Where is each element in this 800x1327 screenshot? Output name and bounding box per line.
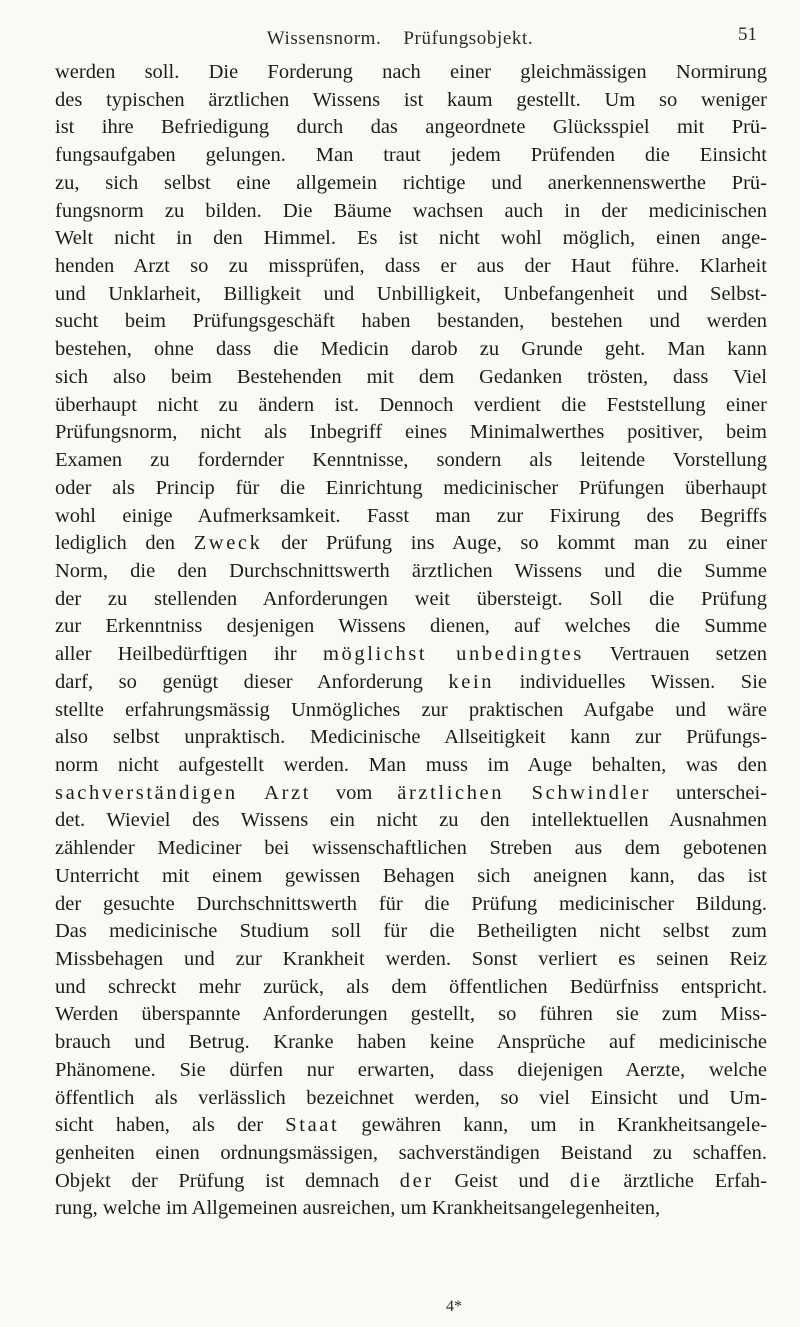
running-head-right: Prüfungsobjekt.	[403, 28, 534, 49]
spaced-emphasis: kein	[448, 670, 495, 693]
text-line: Examen zu fordernder Kenntnisse, sondern als leitende Vorstellung	[55, 449, 767, 472]
text-line: bestehen, ohne dass die Medicin darob zu Grunde geht. Man kann	[55, 338, 767, 361]
spaced-emphasis: Staat	[285, 1114, 340, 1137]
spaced-emphasis: die	[569, 1169, 603, 1192]
text-line: fungsaufgaben gelungen. Man traut jedem Prüfenden die Einsicht	[55, 144, 767, 167]
body-text	[55, 59, 767, 1223]
text-line: Prüfungsnorm, nicht als Inbegriff eines Minimalwerthes positiver, beim	[55, 421, 767, 444]
page-number: 51	[738, 24, 757, 45]
text-line: Das medicinische Studium soll für die Betheiligten nicht selbst zum	[55, 920, 767, 943]
text-line: Objekt der Prüfung ist demnach der Geist und die ärztliche Erfah-	[55, 1169, 767, 1192]
text-line: det. Wieviel des Wissens ein nicht zu den intellektuellen Ausnahmen	[55, 809, 767, 832]
text-line: Werden überspannte Anforderungen gestellt, so führen sie zum Miss-	[55, 1003, 767, 1026]
spaced-emphasis: sachverständigen Arzt	[55, 781, 311, 804]
text-line: genheiten einen ordnungsmässigen, sachverständigen Beistand zu schaffen.	[55, 1142, 767, 1165]
text-line: also selbst unpraktisch. Medicinische Allseitigkeit kann zur Prüfungs-	[55, 726, 767, 749]
text-line: brauch und Betrug. Kranke haben keine Ansprüche auf medicinische	[55, 1031, 767, 1054]
text-line: oder als Princip für die Einrichtung medicinischer Prüfungen überhaupt	[55, 476, 767, 499]
text-line: henden Arzt so zu missprüfen, dass er aus der Haut führe. Klarheit	[55, 255, 767, 278]
running-head	[0, 28, 800, 50]
text-line: der gesuchte Durchschnittswerth für die Prüfung medicinischer Bildung.	[55, 892, 767, 915]
text-line: Norm, die den Durchschnittswerth ärztlichen Wissens und die Summe	[55, 559, 767, 582]
text-line: und Unklarheit, Billigkeit und Unbilligkeit, Unbefangenheit und Selbst-	[55, 282, 767, 305]
text-line: und schreckt mehr zurück, als dem öffentlichen Bedürfniss entspricht.	[55, 975, 767, 998]
text-line: überhaupt nicht zu ändern ist. Dennoch verdient die Feststellung einer	[55, 393, 767, 416]
text-line: zur Erkenntniss desjenigen Wissens dienen, auf welches die Summe	[55, 615, 767, 638]
spaced-emphasis: ärztlichen Schwindler	[397, 781, 652, 804]
text-line: der zu stellenden Anforderungen weit übersteigt. Soll die Prüfung	[55, 587, 767, 610]
spaced-emphasis: Zweck	[193, 532, 263, 555]
running-head-left: Wissensnorm.	[266, 28, 382, 49]
text-line: sich also beim Bestehenden mit dem Gedanken trösten, dass Viel	[55, 365, 767, 388]
text-line: sachverständigen Arzt vom ärztlichen Schwindler unterschei-	[55, 781, 767, 804]
text-line: stellte erfahrungsmässig Unmögliches zur praktischen Aufgabe und wäre	[55, 698, 767, 721]
spaced-emphasis: der	[399, 1169, 434, 1192]
text-line: fungsnorm zu bilden. Die Bäume wachsen auch in der medicinischen	[55, 199, 767, 222]
text-line: zu, sich selbst eine allgemein richtige und anerkennenswerthe Prü-	[55, 171, 767, 194]
signature-mark: 4*	[446, 1298, 462, 1315]
text-line: Unterricht mit einem gewissen Behagen sich aneignen kann, das ist	[55, 864, 767, 887]
text-line: ist ihre Befriedigung durch das angeordnete Glücksspiel mit Prü-	[55, 116, 767, 139]
spaced-emphasis: möglichst unbedingtes	[322, 643, 584, 666]
text-line: sucht beim Prüfungsgeschäft haben bestanden, bestehen und werden	[55, 310, 767, 333]
text-line: aller Heilbedürftigen ihr möglichst unbedingtes Vertrauen setzen	[55, 643, 767, 666]
text-line: des typischen ärztlichen Wissens ist kaum gestellt. Um so weniger	[55, 88, 767, 111]
text-line: Missbehagen und zur Krankheit werden. Sonst verliert es seinen Reiz	[55, 948, 767, 970]
text-line: darf, so genügt dieser Anforderung kein individuelles Wissen. Sie	[55, 670, 767, 693]
text-line: zählender Mediciner bei wissenschaftlichen Streben aus dem gebotenen	[55, 837, 767, 860]
text-line: werden soll. Die Forderung nach einer gleichmässigen Normirung	[55, 61, 767, 83]
text-line: Phänomene. Sie dürfen nur erwarten, dass diejenigen Aerzte, welche	[55, 1058, 767, 1081]
text-line: norm nicht aufgestellt werden. Man muss im Auge behalten, was den	[55, 753, 767, 776]
text-line: sicht haben, als der Staat gewähren kann, um in Krankheitsangele-	[55, 1114, 767, 1137]
text-line: rung, welche im Allgemeinen ausreichen, um Krankheitsangelegenheiten,	[55, 1197, 661, 1220]
text-line: Welt nicht in den Himmel. Es ist nicht wohl möglich, einen ange-	[55, 227, 767, 250]
text-line: lediglich den Zweck der Prüfung ins Auge, so kommt man zu einer	[55, 532, 767, 555]
text-line: wohl einige Aufmerksamkeit. Fasst man zur Fixirung des Begriffs	[55, 504, 767, 527]
text-line: öffentlich als verlässlich bezeichnet werden, so viel Einsicht und Um-	[55, 1086, 767, 1109]
